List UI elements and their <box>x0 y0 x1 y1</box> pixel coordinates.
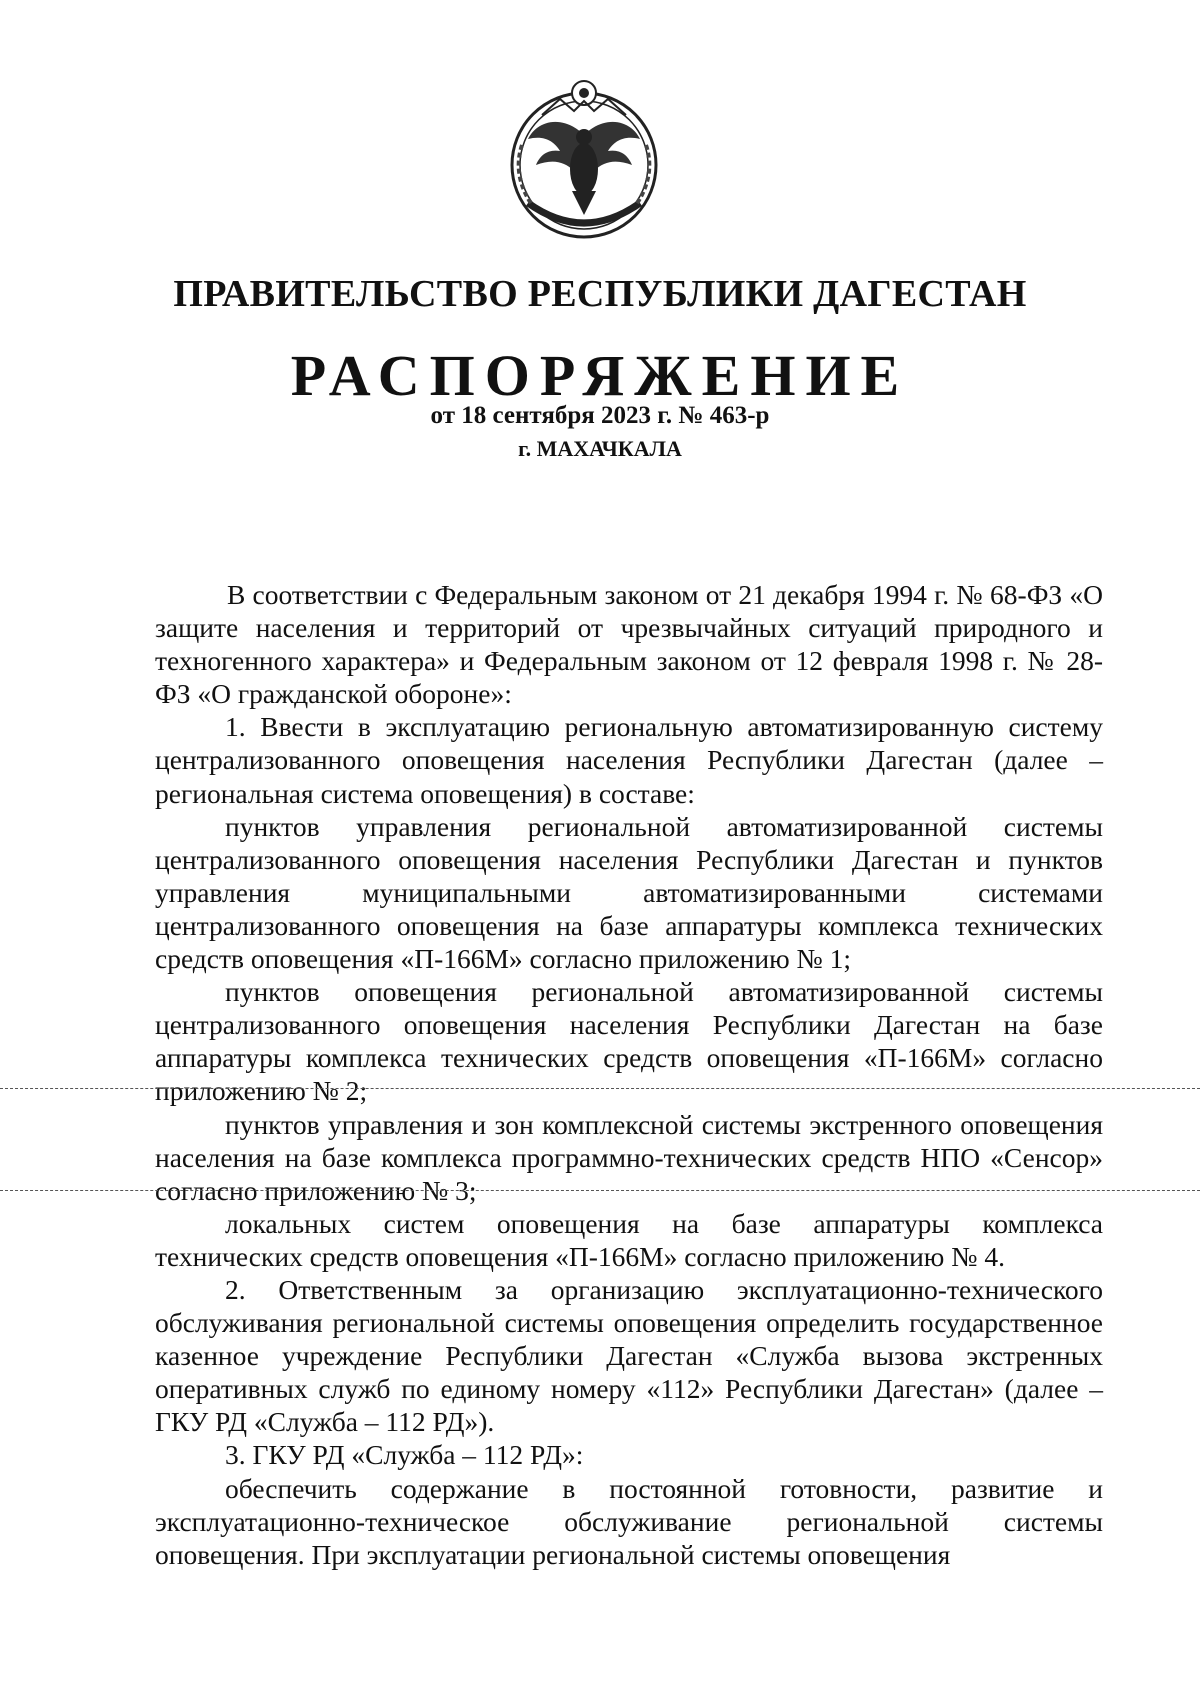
scan-artifact-line <box>0 1190 1200 1191</box>
paragraph-item-2: 2. Ответственным за организацию эксплуатационно-технического обслуживания региональной системы оповещения определить государственное казенное учреждение Республики Дагестан «Служба вызова экстренных оперативных служб по единому номеру «112» Республики Дагестан» (далее – ГКУ РД «Служба – 112 РД»). <box>155 1273 1103 1438</box>
coat-of-arms-icon <box>498 75 670 247</box>
scan-artifact-line <box>0 1088 1200 1089</box>
paragraph-item-3: 3. ГКУ РД «Служба – 112 РД»: <box>225 1439 584 1471</box>
paragraph-subitem-control-points: пунктов управления региональной автоматизированной системы централизованного оповещения населения Республики Дагестан и пунктов управления муниципальными автоматизированными системами централизованного оповещения на базе аппаратуры комплекса технических средств оповещения «П-166М» согласно приложению № 1; <box>155 810 1103 975</box>
paragraph-item-3-text: обеспечить содержание в постоянной готовности, развитие и эксплуатационно-техническое обслуживание региональной системы оповещения. При эксплуатации региональной системы оповещения <box>155 1472 1103 1570</box>
paragraph-subitem-complex-system: пунктов управления и зон комплексной системы экстренного оповещения населения на базе комплекса программно-технических средств НПО «Сенсор» согласно приложению № 3; <box>155 1108 1103 1206</box>
document-date-number: от 18 сентября 2023 г. № 463-р <box>430 402 770 429</box>
paragraph-subitem-warning-points: пунктов оповещения региональной автоматизированной системы централизованного оповещения населения Республики Дагестан на базе аппаратуры комплекса технических средств оповещения «П-166М» согласно приложению № 2; <box>155 976 1103 1107</box>
document-type-heading: РАСПОРЯЖЕНИЕ <box>290 343 910 408</box>
paragraph-preamble: В соответствии с Федеральным законом от 21 декабря 1994 г. № 68-ФЗ «О защите населения и территорий от чрезвычайных ситуаций природного и техногенного характера» и Федеральным законом от 12 февраля 1998 г. № 28-ФЗ «О гражданской обороне»: <box>155 579 1103 710</box>
document-body <box>155 578 1103 1571</box>
document-city: г. МАХАЧКАЛА <box>518 436 682 461</box>
government-title: ПРАВИТЕЛЬСТВО РЕСПУБЛИКИ ДАГЕСТАН <box>173 273 1027 315</box>
paragraph-subitem-local-systems: локальных систем оповещения на базе аппаратуры комплекса технических средств оповещения «П-166М» согласно приложению № 4. <box>155 1207 1103 1272</box>
paragraph-item-1: 1. Ввести в эксплуатацию региональную автоматизированную систему централизованного оповещения населения Республики Дагестан (далее – региональная система оповещения) в составе: <box>155 711 1103 809</box>
